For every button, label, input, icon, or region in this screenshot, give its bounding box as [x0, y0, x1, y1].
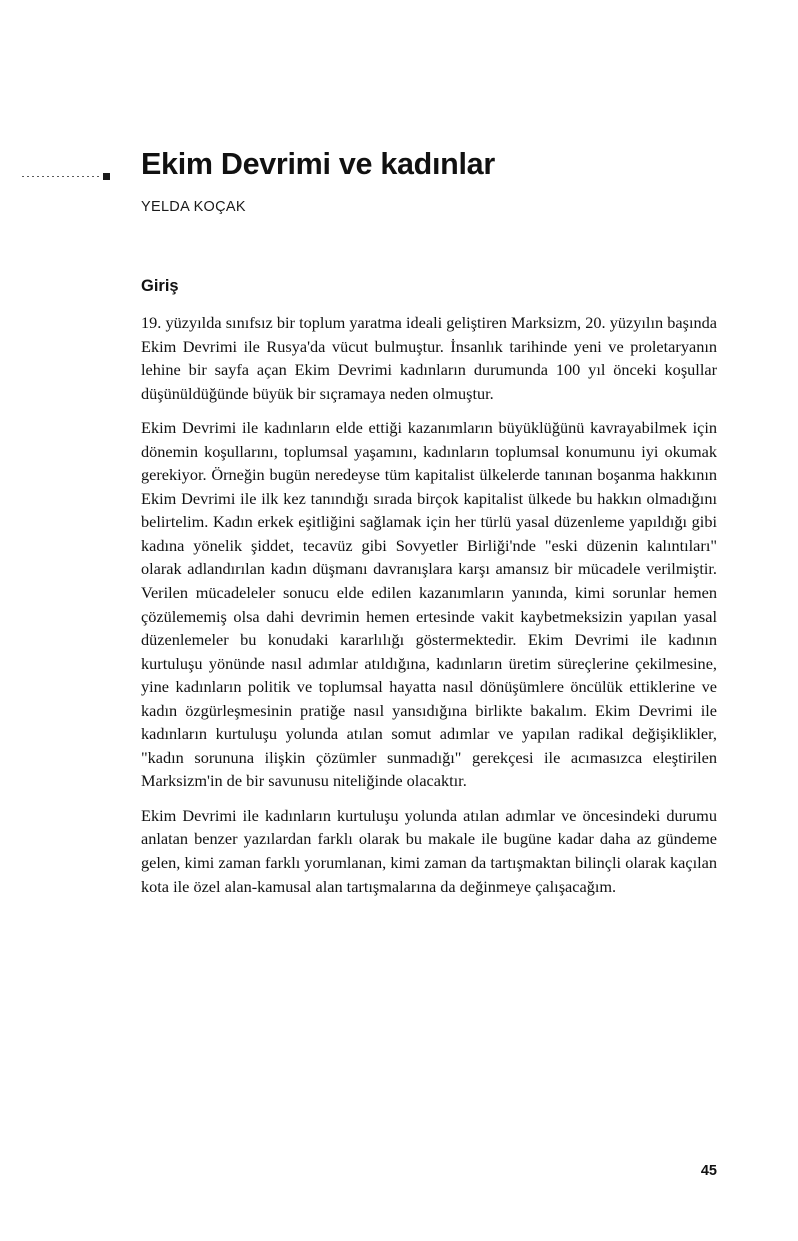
body-paragraph: 19. yüzyılda sınıfsız bir toplum yaratma ideali geliştiren Marksizm, 20. yüzyılın başında Ekim Devrimi ile Rusya'da vücut bulmuştur. İnsanlık tarihinde yeni ve proletaryanın lehine bir sayfa açan Ekim Devrimi kadınların durumunda 100 yıl önceki koşullar düşünüldüğünde büyük bir sıçramaya neden olmuştur. [141, 312, 717, 403]
dotted-line-icon [22, 176, 100, 177]
square-bullet-icon [103, 173, 110, 180]
section-heading: Giriş [141, 277, 179, 296]
body-paragraph: Ekim Devrimi ile kadınların elde ettiği kazanımların büyüklüğünü kavrayabilmek için dönemin koşullarını, toplumsal yaşamını, kadınların toplumsal konumunu iyi okumak gerekiyor. Örneğin bugün neredeyse tüm kapitalist ülkelerde tanınan boşanma hakkının Ekim Devrimi ile ilk kez tanındığı sırada birçok kapitalist ülkede bu hakkın olmadığını belirtelim. Kadın erkek eşitliğini sağlamak için her türlü yasal düzenleme yapıldığı gibi kadına yönelik şiddet, tecavüz gibi Sovyetler Birliği'nde "eski düzenin kalıntıları" olarak adlandırılan kadın düşmanı davranışlara karşı amansız bir mücadele verilmiştir. Verilen mücadeleler sonucu elde edilen kazanımların yanında, kimi sorunlar hemen çözülememiş olsa dahi devrimin hemen ertesinde vakit kaybetmeksizin yapılan yasal düzenlemeler bu konudaki kararlılığı göstermektedir. Ekim Devrimi ile kadının kurtuluşu yönünde nasıl adımlar atıldığına, kadınların üretim süreçlerine çekilmesine, yine kadınların politik ve toplumsal hayatta nasıl dönüşümlere öncülük ettiklerine ve kadın özgürleşmesinin pratiğe nasıl yansıdığına birlikte bakalım. Ekim Devrimi ile kadınların kurtuluşu yolunda atılan somut adımlar ve yapılan radikal değişiklikler, "kadın sorununa ilişkin çözümler sunmadığı" gerekçesi ile acımasızca eleştirilen Marksizm'in de bir savunusu niteliğinde olacaktır. [141, 418, 717, 791]
page-title: Ekim Devrimi ve kadınlar [141, 147, 495, 181]
author-name: YELDA KOÇAK [141, 199, 246, 216]
page-number: 45 [700, 1163, 717, 1179]
title-decoration-rule [22, 172, 114, 182]
body-paragraph: Ekim Devrimi ile kadınların kurtuluşu yolunda atılan adımlar ve öncesindeki durumu anlatan benzer yazılardan farklı olarak bu makale ile bugüne kadar daha az gündeme gelen, kimi zaman farklı yorumlanan, kimi zaman da tartışmaktan bilinçli olarak kaçılan kota ile özel alan-kamusal alan tartışmalarına da değinmeye çalışacağım. [141, 805, 717, 896]
text-column [141, 0, 717, 898]
